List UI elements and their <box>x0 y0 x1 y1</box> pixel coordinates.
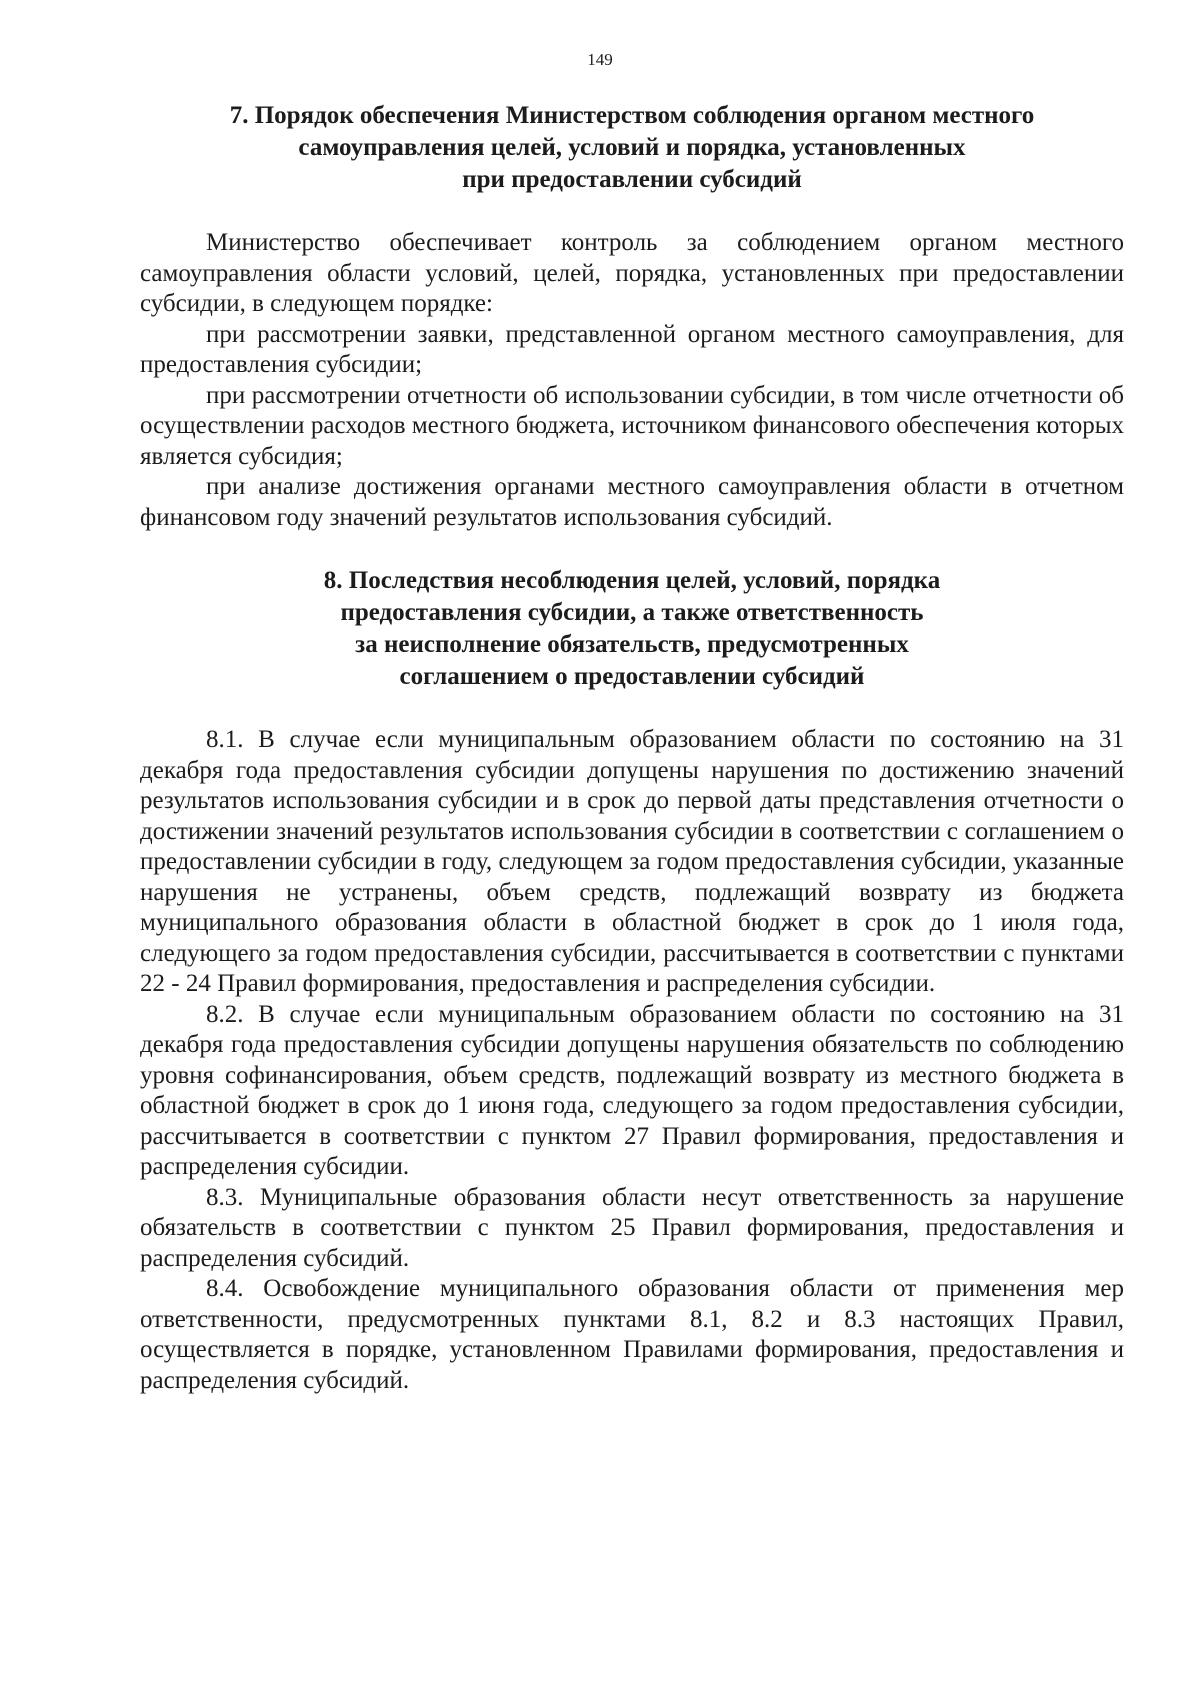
clause-8-1: 8.1. В случае если муниципальным образованием области по состоянию на 31 декабря года предоставления субсидии допущены нарушения по достижению значений результатов использования субсидии и в срок до первой даты представления отчетности о достижении значений результатов использования субсидии в соответствии с соглашением о предоставлении субсидии в году, следующем за годом предоставления субсидии, указанные нарушения не устранены, объем средств, подлежащий возврату из бюджета муниципального образования области в областной бюджет в срок до 1 июля года, следующего за годом предоставления субсидии, рассчитывается в соответствии с пунктами 22 - 24 Правил формирования, предоставления и распределения субсидии. <box>140 726 1124 997</box>
section-7-paragraph: при анализе достижения органами местного самоуправления области в отчетном финансовом году значений результатов использования субсидий. <box>140 473 1124 531</box>
section-8-heading-line: за неисполнение обязательств, предусмотренных <box>355 631 909 658</box>
section-7-heading-line: при предоставлении субсидий <box>462 166 802 193</box>
section-7 <box>140 100 1124 533</box>
section-8 <box>140 565 1124 1396</box>
section-7-heading <box>140 100 1124 196</box>
section-7-heading-line: самоуправления целей, условий и порядка, установленных <box>298 134 966 161</box>
section-7-paragraph: при рассмотрении заявки, представленной органом местного самоуправления, для предоставления субсидии; <box>140 320 1124 378</box>
clause-8-3: 8.3. Муниципальные образования области несут ответственность за нарушение обязательств в соответствии с пунктом 25 Правил формирования, предоставления и распределения субсидий. <box>140 1183 1124 1272</box>
page-number: 149 <box>587 50 613 69</box>
section-8-body <box>140 725 1124 1396</box>
clause-8-2: 8.2. В случае если муниципальным образованием области по состоянию на 31 декабря года предоставления субсидии допущены нарушения обязательств по соблюдению уровня софинансирования, объем средств, подлежащий возврату из местного бюджета в областной бюджет в срок до 1 июня года, следующего за годом предоставления субсидии, рассчитывается в соответствии с пунктом 27 Правил формирования, предоставления и распределения субсидии. <box>140 1000 1124 1180</box>
section-8-heading-line: 8. Последствия несоблюдения целей, условий, порядка <box>323 567 941 594</box>
section-8-heading-line: соглашением о предоставлении субсидий <box>399 663 865 690</box>
document-content <box>140 100 1124 1396</box>
section-7-heading-line: 7. Порядок обеспечения Министерством соблюдения органом местного <box>229 102 1035 129</box>
section-8-heading <box>140 565 1124 693</box>
section-7-body <box>140 228 1124 533</box>
section-7-paragraph: Министерство обеспечивает контроль за соблюдением органом местного самоуправления области условий, целей, порядка, установленных при предоставлении субсидии, в следующем порядке: <box>140 229 1124 317</box>
section-7-paragraph: при рассмотрении отчетности об использовании субсидии, в том числе отчетности об осуществлении расходов местного бюджета, источником финансового обеспечения которых является субсидия; <box>140 381 1124 470</box>
clause-8-4: 8.4. Освобождение муниципального образования области от применения мер ответственности, предусмотренных пунктами 8.1, 8.2 и 8.3 настоящих Правил, осуществляется в порядке, установленном Правилами формирования, предоставления и распределения субсидий. <box>140 1275 1124 1394</box>
section-8-heading-line: предоставления субсидии, а также ответственность <box>340 599 924 626</box>
